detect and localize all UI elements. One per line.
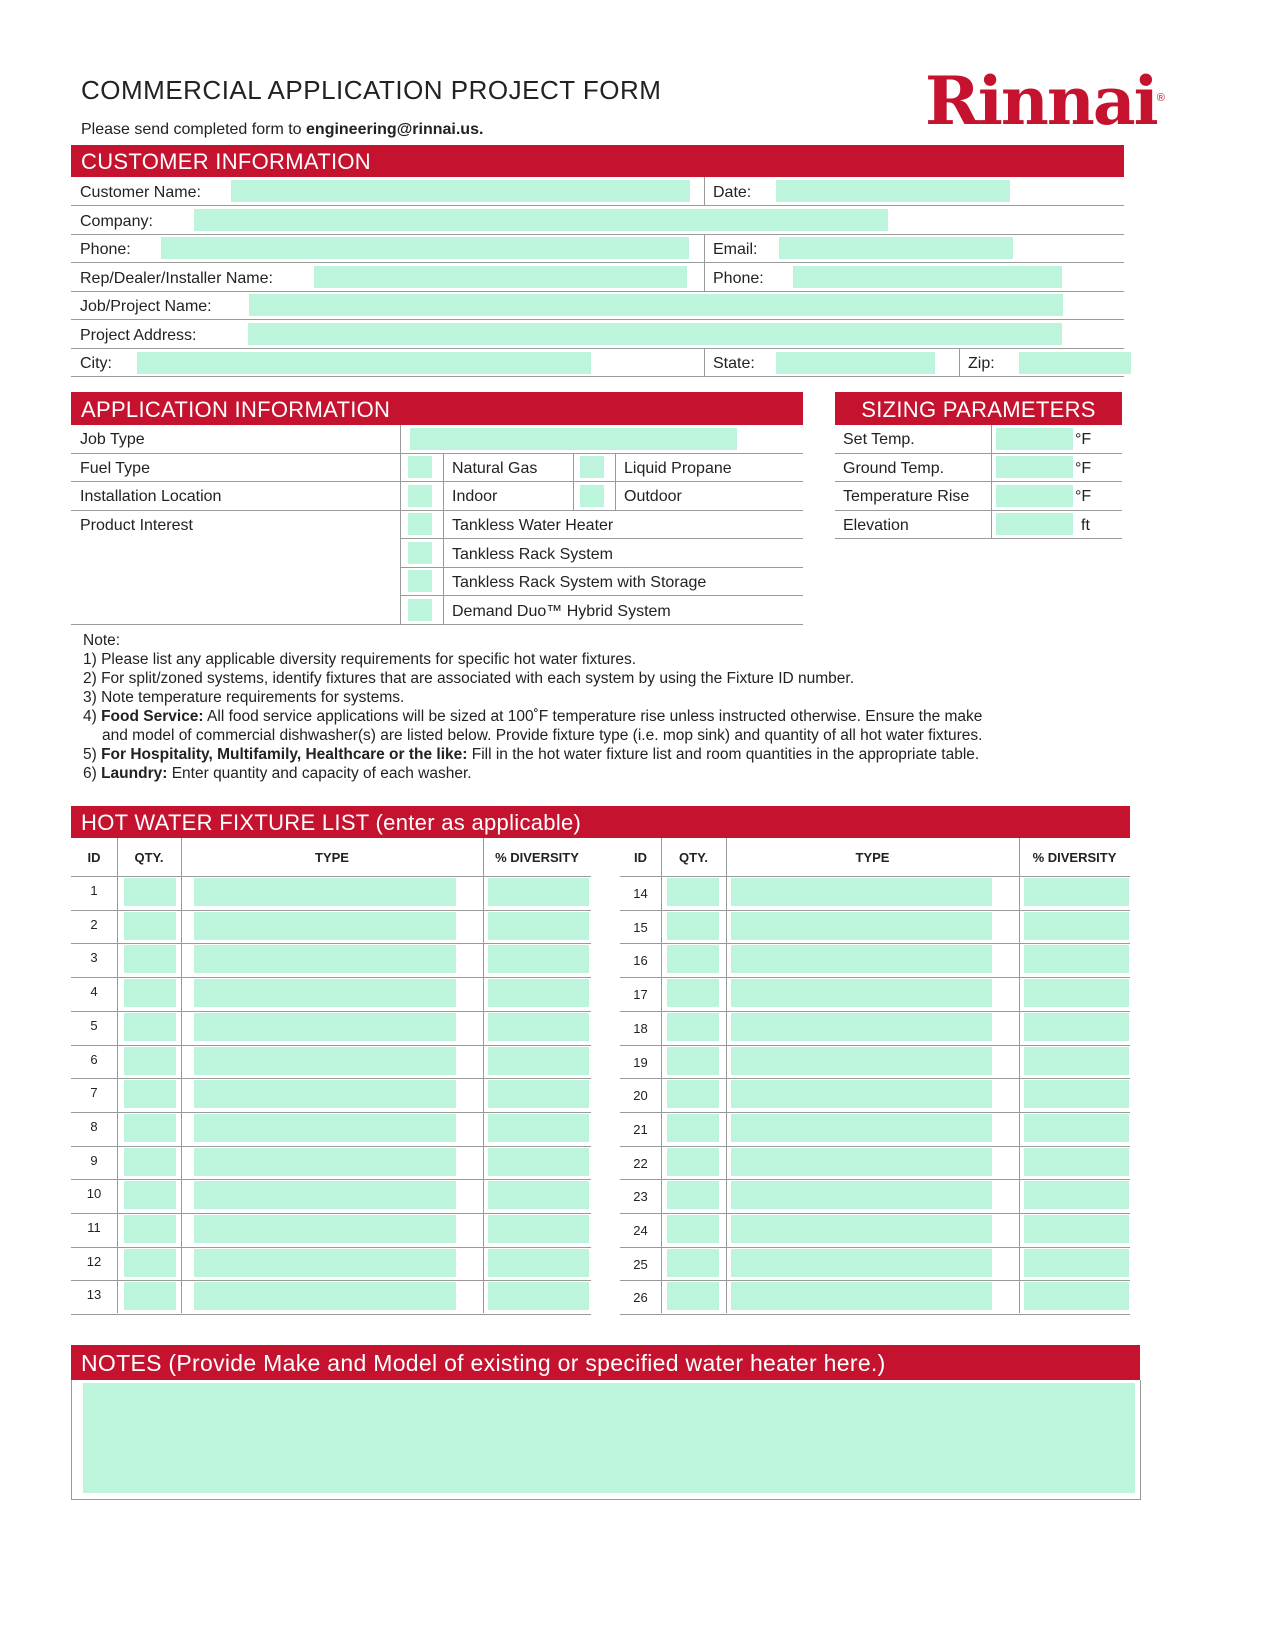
qty-field[interactable] xyxy=(667,878,719,906)
row-divider xyxy=(71,1213,591,1214)
diversity-field[interactable] xyxy=(1024,1114,1129,1142)
rep-phone-field[interactable] xyxy=(793,266,1062,288)
qty-field[interactable] xyxy=(667,945,719,973)
row-divider xyxy=(620,876,1130,877)
divider xyxy=(991,481,992,510)
diversity-field[interactable] xyxy=(1024,945,1129,973)
row-divider xyxy=(71,1247,591,1248)
type-field[interactable] xyxy=(194,1215,456,1243)
note-number: 4) xyxy=(83,708,102,725)
outdoor-checkbox[interactable] xyxy=(580,485,604,507)
job-type-label: Job Type xyxy=(80,431,145,448)
rep-phone-label: Phone: xyxy=(713,270,764,287)
qty-field[interactable] xyxy=(124,979,176,1007)
sizing-parameters-header: SIZING PARAMETERS xyxy=(835,392,1122,425)
qty-field[interactable] xyxy=(667,1080,719,1108)
product-option-label: Demand Duo™ Hybrid System xyxy=(452,603,671,620)
divider xyxy=(71,481,803,482)
diversity-field[interactable] xyxy=(488,878,589,906)
diversity-field[interactable] xyxy=(488,1080,589,1108)
row-divider xyxy=(620,1280,1130,1281)
natural-gas-checkbox[interactable] xyxy=(408,456,432,478)
column-header-id: ID xyxy=(634,850,647,865)
divider xyxy=(71,510,803,511)
fixture-id: 7 xyxy=(90,1085,98,1101)
fixture-id: 18 xyxy=(633,1020,648,1036)
type-field[interactable] xyxy=(731,1215,992,1243)
column-header-diversity: % DIVERSITY xyxy=(495,850,579,865)
row-divider xyxy=(620,1078,1130,1079)
divider xyxy=(835,453,1122,454)
row-divider xyxy=(71,1112,591,1113)
note-text: Enter quantity and capacity of each washer. xyxy=(167,765,472,782)
sizing-unit: °F xyxy=(1075,431,1092,448)
diversity-field[interactable] xyxy=(488,1181,589,1209)
job-name-field[interactable] xyxy=(249,294,1063,316)
type-field[interactable] xyxy=(194,1249,456,1277)
sizing-label: Ground Temp. xyxy=(843,460,945,477)
phone-label: Phone: xyxy=(80,241,131,258)
fixture-id: 2 xyxy=(90,916,98,932)
note-heading: Note: xyxy=(83,632,121,649)
qty-field[interactable] xyxy=(667,1114,719,1142)
qty-field[interactable] xyxy=(124,1047,176,1075)
row-divider xyxy=(620,977,1130,978)
type-field[interactable] xyxy=(731,878,992,906)
liquid-propane-label: Liquid Propane xyxy=(624,460,732,477)
job-type-field[interactable] xyxy=(410,428,737,450)
diversity-field[interactable] xyxy=(488,1047,589,1075)
diversity-field[interactable] xyxy=(1024,1249,1129,1277)
type-field[interactable] xyxy=(194,912,456,940)
row-divider xyxy=(620,943,1130,944)
diversity-field[interactable] xyxy=(488,945,589,973)
note-item-continued: and model of commercial dishwasher(s) are listed below. Provide fixture type (i.e. mop sink) and quantity of all hot water fixtures. xyxy=(102,727,983,744)
divider xyxy=(71,319,1124,320)
fixture-id: 23 xyxy=(633,1189,648,1205)
diversity-field[interactable] xyxy=(488,1215,589,1243)
row-divider xyxy=(71,1280,591,1281)
type-field[interactable] xyxy=(731,1114,992,1142)
divider xyxy=(400,595,803,596)
divider xyxy=(991,425,992,453)
divider xyxy=(71,453,803,454)
note-item xyxy=(83,746,979,764)
rinnai-logo xyxy=(925,62,1165,140)
fixture-id: 11 xyxy=(87,1220,101,1235)
date-label: Date: xyxy=(713,184,752,201)
diversity-field[interactable] xyxy=(1024,1013,1129,1041)
note-bold: Laundry: xyxy=(101,765,168,782)
qty-field[interactable] xyxy=(667,1181,719,1209)
type-field[interactable] xyxy=(194,1114,456,1142)
divider xyxy=(400,567,803,568)
sizing-label: Temperature Rise xyxy=(843,488,970,505)
divider xyxy=(704,177,705,205)
fixture-id: 16 xyxy=(633,953,648,969)
qty-field[interactable] xyxy=(124,1282,176,1310)
type-field[interactable] xyxy=(194,878,456,906)
divider xyxy=(71,376,1124,377)
sizing-unit: °F xyxy=(1075,460,1092,477)
fixture-list-header: HOT WATER FIXTURE LIST (enter as applicable) xyxy=(71,806,1130,838)
sizing-label: Elevation xyxy=(843,517,909,534)
divider xyxy=(835,510,1122,511)
divider xyxy=(835,538,1122,539)
row-divider xyxy=(620,1213,1130,1214)
row-divider xyxy=(620,1011,1130,1012)
project-address-field[interactable] xyxy=(248,323,1062,345)
diversity-field[interactable] xyxy=(488,1148,589,1176)
type-field[interactable] xyxy=(194,1080,456,1108)
city-label: City: xyxy=(80,355,112,372)
fixture-id: 13 xyxy=(86,1287,102,1303)
note-number: 5) xyxy=(83,746,102,763)
type-field[interactable] xyxy=(194,1013,456,1041)
rep-name-label: Rep/Dealer/Installer Name: xyxy=(80,270,273,287)
submission-prefix: Please send completed form to xyxy=(81,121,307,138)
fixture-id: 21 xyxy=(633,1121,648,1137)
divider xyxy=(991,453,992,481)
fixture-id: 14 xyxy=(633,886,648,901)
note-bold: Food Service: xyxy=(101,708,204,725)
divider xyxy=(835,481,1122,482)
note-item: 1) Please list any applicable diversity requirements for specific hot water fixtures. xyxy=(83,651,637,668)
job-name-label: Job/Project Name: xyxy=(80,298,212,315)
diversity-field[interactable] xyxy=(488,979,589,1007)
fixture-id: 10 xyxy=(86,1186,102,1202)
fixture-id: 20 xyxy=(633,1088,648,1104)
customer-info-header: CUSTOMER INFORMATION xyxy=(71,145,1124,177)
divider xyxy=(71,624,803,625)
qty-field[interactable] xyxy=(124,878,176,906)
diversity-field[interactable] xyxy=(1024,1215,1129,1243)
fixture-id: 9 xyxy=(90,1152,98,1168)
divider xyxy=(443,453,444,481)
fixture-id: 17 xyxy=(633,987,648,1003)
company-field[interactable] xyxy=(194,209,888,231)
note-number: 6) xyxy=(83,765,102,782)
type-field[interactable] xyxy=(731,1047,992,1075)
qty-field[interactable] xyxy=(124,1215,176,1243)
fixture-id: 6 xyxy=(90,1051,98,1067)
qty-field[interactable] xyxy=(667,1249,719,1277)
type-field[interactable] xyxy=(731,1148,992,1176)
diversity-field[interactable] xyxy=(1024,878,1129,906)
type-field[interactable] xyxy=(731,1282,992,1310)
qty-field[interactable] xyxy=(124,1148,176,1176)
qty-field[interactable] xyxy=(667,1013,719,1041)
row-divider xyxy=(71,1078,591,1079)
divider xyxy=(443,481,444,510)
email-field[interactable] xyxy=(779,237,1013,259)
installation-location-label: Installation Location xyxy=(80,488,222,505)
qty-field[interactable] xyxy=(667,1047,719,1075)
divider xyxy=(71,234,1124,235)
qty-field[interactable] xyxy=(124,912,176,940)
fuel-type-label: Fuel Type xyxy=(80,460,150,477)
divider xyxy=(400,481,401,510)
outdoor-label: Outdoor xyxy=(624,488,682,505)
type-field[interactable] xyxy=(731,1181,992,1209)
indoor-label: Indoor xyxy=(452,488,498,505)
row-divider xyxy=(620,1179,1130,1180)
temperature-rise-field[interactable] xyxy=(996,485,1073,507)
type-field[interactable] xyxy=(194,1181,456,1209)
column-header-qty: QTY. xyxy=(679,850,708,865)
qty-field[interactable] xyxy=(667,1282,719,1310)
fixture-id: 5 xyxy=(90,1017,98,1033)
note-item xyxy=(83,765,472,783)
diversity-field[interactable] xyxy=(1024,979,1129,1007)
email-label: Email: xyxy=(713,241,758,258)
type-field[interactable] xyxy=(731,1080,992,1108)
divider xyxy=(400,538,803,539)
divider xyxy=(991,510,992,538)
product-checkbox[interactable] xyxy=(408,542,432,564)
page-title: COMMERCIAL APPLICATION PROJECT FORM xyxy=(81,75,662,105)
diversity-field[interactable] xyxy=(1024,1282,1129,1310)
qty-field[interactable] xyxy=(667,1215,719,1243)
divider xyxy=(71,205,1124,206)
sizing-unit: ft xyxy=(1081,517,1090,534)
divider xyxy=(400,453,401,481)
diversity-field[interactable] xyxy=(1024,1181,1129,1209)
type-field[interactable] xyxy=(194,979,456,1007)
diversity-field[interactable] xyxy=(1024,1047,1129,1075)
fixture-id: 12 xyxy=(86,1253,102,1269)
qty-field[interactable] xyxy=(124,1181,176,1209)
type-field[interactable] xyxy=(194,1047,456,1075)
column-header-type: TYPE xyxy=(855,850,890,865)
type-field[interactable] xyxy=(731,912,992,940)
divider xyxy=(615,453,616,481)
divider xyxy=(704,348,705,376)
row-divider xyxy=(71,1314,591,1315)
zip-field[interactable] xyxy=(1019,352,1131,374)
row-divider xyxy=(620,1045,1130,1046)
natural-gas-label: Natural Gas xyxy=(452,460,538,477)
note-bold: For Hospitality, Multifamily, Healthcare or the like: xyxy=(101,746,468,763)
diversity-field[interactable] xyxy=(488,1249,589,1277)
divider xyxy=(704,234,705,262)
divider xyxy=(71,291,1124,292)
elevation-field[interactable] xyxy=(996,513,1073,535)
fixture-id: 24 xyxy=(633,1223,648,1238)
divider xyxy=(573,453,574,481)
column-header-id: ID xyxy=(87,850,101,865)
indoor-checkbox[interactable] xyxy=(408,485,432,507)
set-temp-field[interactable] xyxy=(996,428,1073,450)
company-label: Company: xyxy=(80,213,153,230)
phone-field[interactable] xyxy=(161,237,689,259)
divider xyxy=(615,481,616,510)
submission-instructions xyxy=(81,121,483,139)
type-field[interactable] xyxy=(194,945,456,973)
type-field[interactable] xyxy=(731,1249,992,1277)
liquid-propane-checkbox[interactable] xyxy=(580,456,604,478)
qty-field[interactable] xyxy=(667,912,719,940)
row-divider xyxy=(71,1011,591,1012)
notes-textarea[interactable] xyxy=(83,1383,1135,1493)
row-divider xyxy=(71,1179,591,1180)
diversity-field[interactable] xyxy=(1024,1080,1129,1108)
application-info-header: APPLICATION INFORMATION xyxy=(71,392,803,425)
project-address-label: Project Address: xyxy=(80,327,197,344)
fixture-id: 22 xyxy=(633,1155,648,1171)
column-header-type: TYPE xyxy=(315,850,349,865)
row-divider xyxy=(71,910,591,911)
date-field[interactable] xyxy=(776,180,1010,202)
fixture-id: 8 xyxy=(90,1118,98,1134)
row-divider xyxy=(71,1045,591,1046)
note-text: All food service applications will be sized at 100˚F temperature rise unless instructed otherwise. Ensure the make xyxy=(203,708,983,725)
product-interest-label: Product Interest xyxy=(80,517,193,534)
note-item: 2) For split/zoned systems, identify fixtures that are associated with each system by using the Fixture ID number. xyxy=(83,670,855,687)
diversity-field[interactable] xyxy=(488,1114,589,1142)
type-field[interactable] xyxy=(731,979,992,1007)
row-divider xyxy=(620,1112,1130,1113)
column-header-diversity: % DIVERSITY xyxy=(1032,850,1117,865)
row-divider xyxy=(620,910,1130,911)
fixture-id: 3 xyxy=(90,950,98,966)
submission-email: engineering@rinnai.us. xyxy=(306,121,484,138)
product-option-label: Tankless Rack System with Storage xyxy=(452,574,707,591)
type-field[interactable] xyxy=(731,945,992,973)
note-item: 3) Note temperature requirements for systems. xyxy=(83,689,405,706)
diversity-field[interactable] xyxy=(488,1282,589,1310)
qty-field[interactable] xyxy=(124,1249,176,1277)
note-item xyxy=(83,708,982,726)
qty-field[interactable] xyxy=(124,945,176,973)
fixture-id: 15 xyxy=(633,919,648,935)
qty-field[interactable] xyxy=(667,1148,719,1176)
product-checkbox[interactable] xyxy=(408,599,432,621)
city-field[interactable] xyxy=(137,352,591,374)
column-header-qty: QTY. xyxy=(134,850,164,865)
customer-name-label: Customer Name: xyxy=(80,184,201,201)
qty-field[interactable] xyxy=(124,1080,176,1108)
qty-field[interactable] xyxy=(667,979,719,1007)
qty-field[interactable] xyxy=(124,1013,176,1041)
fixture-id: 1 xyxy=(90,883,98,898)
fixture-id: 26 xyxy=(633,1290,648,1306)
diversity-field[interactable] xyxy=(1024,1148,1129,1176)
notes-section-header: NOTES (Provide Make and Model of existing or specified water heater here.) xyxy=(71,1345,1140,1380)
diversity-field[interactable] xyxy=(1024,912,1129,940)
qty-field[interactable] xyxy=(124,1114,176,1142)
customer-name-field[interactable] xyxy=(231,180,690,202)
row-divider xyxy=(620,1146,1130,1147)
rep-name-field[interactable] xyxy=(314,266,687,288)
sizing-unit: °F xyxy=(1075,488,1092,505)
divider xyxy=(400,425,401,453)
row-divider xyxy=(71,876,591,877)
ground-temp-field[interactable] xyxy=(996,456,1073,478)
fixture-id: 4 xyxy=(90,984,98,1000)
fixture-id: 25 xyxy=(633,1256,648,1272)
diversity-field[interactable] xyxy=(488,912,589,940)
row-divider xyxy=(71,1146,591,1147)
diversity-field[interactable] xyxy=(488,1013,589,1041)
divider xyxy=(71,262,1124,263)
product-checkbox[interactable] xyxy=(408,513,432,535)
row-divider xyxy=(620,1247,1130,1248)
divider xyxy=(573,481,574,510)
zip-label: Zip: xyxy=(968,355,995,372)
note-text: Fill in the hot water fixture list and room quantities in the appropriate table. xyxy=(467,746,980,763)
state-label: State: xyxy=(713,355,755,372)
row-divider xyxy=(620,1314,1130,1315)
product-option-label: Tankless Rack System xyxy=(452,546,613,563)
divider xyxy=(71,348,1124,349)
state-field[interactable] xyxy=(776,352,935,374)
logo-text: Rinnai xyxy=(925,62,1157,140)
logo-registered-mark: ® xyxy=(1156,92,1165,104)
divider xyxy=(704,262,705,291)
type-field[interactable] xyxy=(194,1282,456,1310)
sizing-label: Set Temp. xyxy=(843,431,915,448)
type-field[interactable] xyxy=(194,1148,456,1176)
product-checkbox[interactable] xyxy=(408,570,432,592)
product-option-label: Tankless Water Heater xyxy=(452,517,614,534)
row-divider xyxy=(71,943,591,944)
fixture-id: 19 xyxy=(633,1054,648,1070)
type-field[interactable] xyxy=(731,1013,992,1041)
divider xyxy=(959,348,960,376)
row-divider xyxy=(71,977,591,978)
